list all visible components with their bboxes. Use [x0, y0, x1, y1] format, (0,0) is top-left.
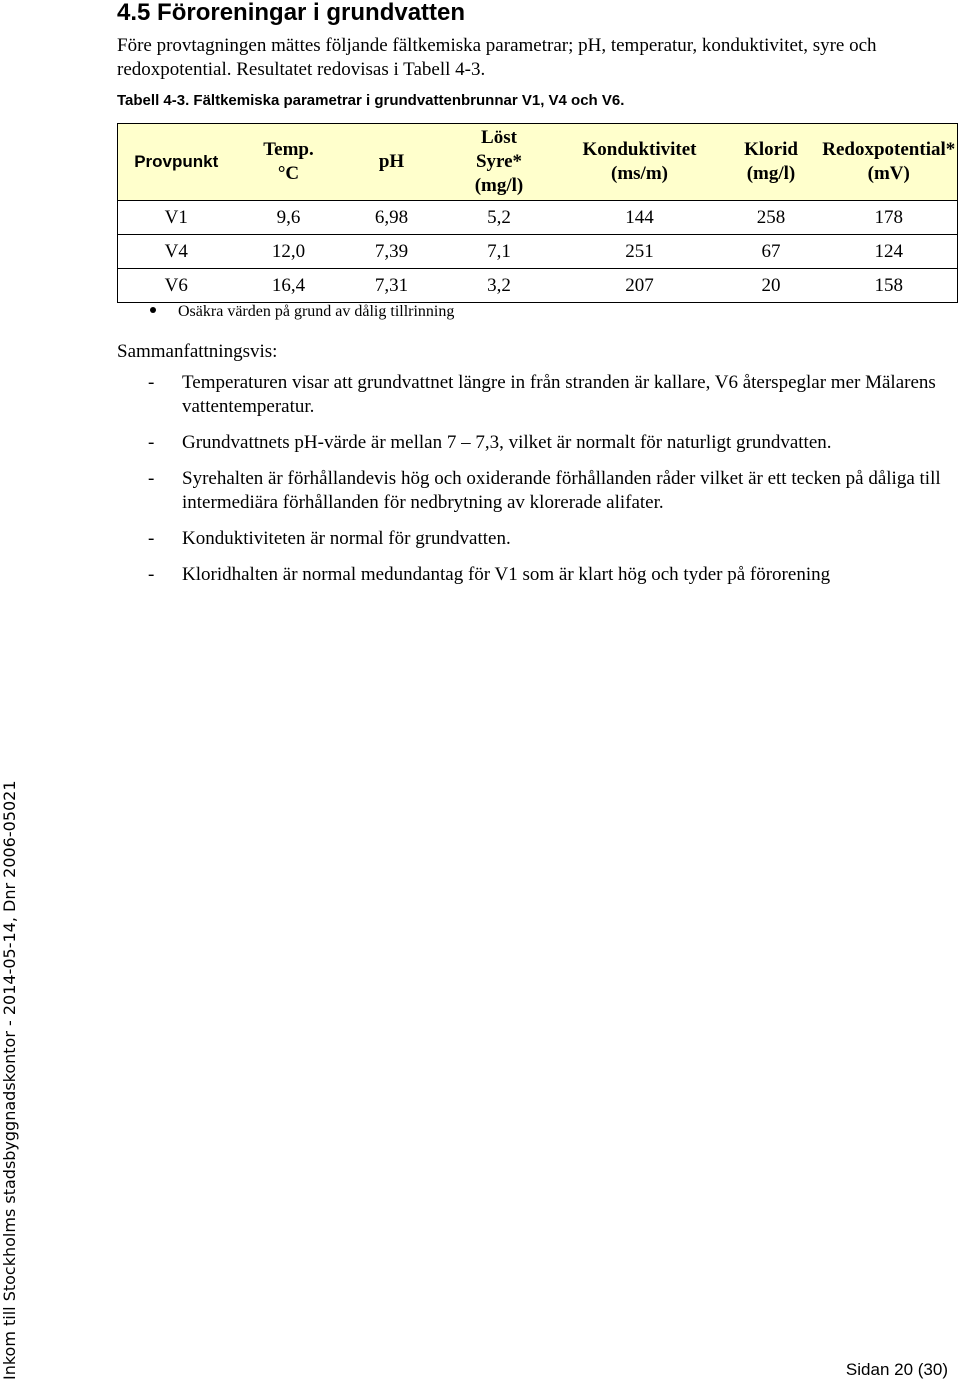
list-item-text: Konduktiviteten är normal för grundvatten.: [182, 528, 511, 549]
table-cell: 12,0: [235, 235, 343, 269]
table-cell: V1: [118, 201, 235, 235]
column-header-line: Löst: [481, 127, 517, 148]
table-cell: 158: [821, 269, 958, 303]
list-item: [148, 371, 960, 419]
column-header-line: Provpunkt: [134, 152, 219, 171]
section-heading: 4.5 Föroreningar i grundvatten: [117, 0, 466, 26]
table-cell: V6: [118, 269, 235, 303]
uncertain-values-note: [150, 302, 454, 322]
list-marker: -: [148, 528, 155, 549]
table-cell: 7,1: [441, 235, 558, 269]
list-marker: -: [148, 432, 155, 453]
table-cell: 67: [722, 235, 821, 269]
table-cell: 7,39: [343, 235, 441, 269]
column-header-line: pH: [378, 151, 405, 172]
bullet-dot-icon: [150, 307, 156, 313]
table-cell: 6,98: [343, 201, 441, 235]
list-item-text: Syrehalten är förhållandevis hög och oxiderande förhållanden råder vilket är ett tecken på dåliga till intermediära förhållanden för nedbrytning av klorerade alifater.: [182, 468, 941, 513]
table-cell: 207: [558, 269, 722, 303]
column-header-line: °C: [277, 163, 300, 184]
column-header: [118, 124, 235, 201]
list-marker: -: [148, 468, 155, 489]
column-header: [821, 124, 958, 201]
page-number: Sidan 20 (30): [845, 1360, 948, 1379]
side-stamp-text: Inkom till Stockholms stadsbyggnadskontor - 2014-05-14, Dnr 2006-05021: [0, 780, 19, 1380]
list-item-text: Kloridhalten är normal medundantag för V1 som är klart hög och tyder på förorening: [182, 564, 831, 585]
list-item: [148, 431, 960, 455]
list-marker: -: [148, 564, 155, 585]
column-header-line: Klorid: [744, 139, 798, 160]
intro-paragraph: Före provtagningen mättes följande fältkemiska parametrar; pH, temperatur, konduktivitet, syre och redoxpotential. Resultatet redovisas i Tabell 4-3.: [117, 35, 877, 80]
column-header-line: (mV): [867, 163, 910, 184]
column-header-line: Temp.: [263, 139, 314, 160]
column-header-line: Syre*: [475, 151, 523, 172]
table-body: [118, 201, 958, 303]
table-cell: 258: [722, 201, 821, 235]
list-item: [148, 527, 960, 551]
table-cell: 124: [821, 235, 958, 269]
table-row: [118, 201, 958, 235]
summary-label: Sammanfattningsvis:: [117, 341, 278, 362]
list-item: [148, 467, 960, 515]
list-item-text: Grundvattnets pH-värde är mellan 7 – 7,3, vilket är normalt för naturligt grundvatten.: [182, 432, 832, 453]
table-cell: 7,31: [343, 269, 441, 303]
column-header-line: Konduktivitet: [582, 139, 697, 160]
table-header-row: [118, 124, 958, 201]
column-header: [558, 124, 722, 201]
column-header: [343, 124, 441, 201]
table-header: [118, 124, 958, 201]
column-header-line: (ms/m): [611, 163, 668, 184]
column-header-line: Redoxpotential*: [822, 139, 956, 160]
table-cell: 3,2: [441, 269, 558, 303]
table-cell: 16,4: [235, 269, 343, 303]
column-header: [235, 124, 343, 201]
note-text: Osäkra värden på grund av dålig tillrinning: [178, 303, 455, 320]
column-header: [722, 124, 821, 201]
table-cell: 178: [821, 201, 958, 235]
list-item: [148, 563, 960, 587]
column-header-line: (mg/l): [746, 163, 796, 184]
table-row: [118, 235, 958, 269]
table-row: [118, 269, 958, 303]
table-cell: V4: [118, 235, 235, 269]
column-header-line: (mg/l): [474, 175, 524, 196]
table-cell: 9,6: [235, 201, 343, 235]
table-cell: 20: [722, 269, 821, 303]
table-caption: Tabell 4-3. Fältkemiska parametrar i grundvattenbrunnar V1, V4 och V6.: [117, 92, 625, 109]
column-header: [441, 124, 558, 201]
table-cell: 251: [558, 235, 722, 269]
field-parameters-table: [117, 123, 958, 303]
table-cell: 5,2: [441, 201, 558, 235]
list-item-text: Temperaturen visar att grundvattnet längre in från stranden är kallare, V6 återspeglar mer Mälarens vattentemperatur.: [182, 372, 936, 417]
summary-list: [148, 371, 960, 599]
list-marker: -: [148, 372, 155, 393]
table-cell: 144: [558, 201, 722, 235]
